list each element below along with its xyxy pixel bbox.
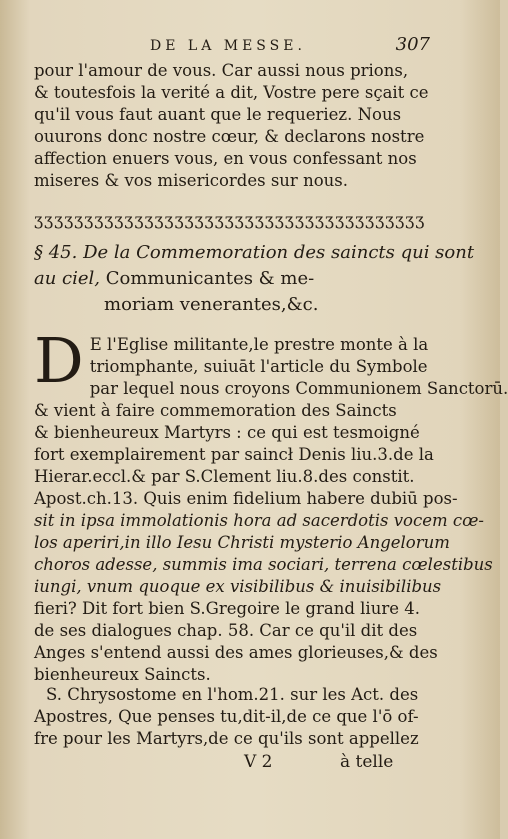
text-line: fieri? Dit fort bien S.Gregoire le grand liure 4. [34, 599, 420, 618]
text-line: E l'Eglise militante,le prestre monte à la [89, 335, 429, 354]
text-line: qu'il vous faut auant que le requeriez. Nous [34, 105, 402, 124]
running-header [150, 34, 430, 55]
latin-quote-line: choros adesse, summis ima sociari, terrena cœlestibus [34, 555, 493, 574]
text-line: bienheureux Saincts. [34, 665, 211, 684]
text-line: Hierar.eccl.& par S.Clement liu.8.des constit. [34, 467, 415, 486]
text-line: S. Chrysostome en l'hom.21. sur les Act. des [46, 685, 419, 704]
running-title: DE LA MESSE. [150, 38, 306, 54]
text-line: de ses dialogues chap. 58. Car ce qu'il dit des [34, 621, 418, 640]
latin-quote-line: los aperiri,in illo Iesu Christi mysterio Angelorum [34, 533, 450, 552]
latin-quote-line: iungi, vnum quoque ex visibilibus & inuisibilibus [34, 577, 442, 596]
section-heading [34, 240, 475, 318]
text-line: & vient à faire commemoration des Saincts [34, 401, 397, 420]
text-line: ouurons donc nostre cœur, & declarons nostre [34, 127, 425, 146]
ornamental-divider: ʒʒʒʒʒʒʒʒʒʒʒʒʒʒʒʒʒʒʒʒʒʒʒʒʒʒʒʒʒʒʒʒʒʒʒʒʒʒʒ [34, 210, 426, 229]
page-number: 307 [395, 34, 430, 55]
drop-capital: D [34, 324, 84, 397]
heading-line: § 45. De la Commemoration des saincts qui sont [34, 242, 475, 263]
text-line: affection enuers vous, en vous confessant nos [34, 149, 417, 168]
text-line: triomphante, suiuāt l'article du Symbole [89, 357, 428, 376]
heading-italic-part: au ciel, [34, 268, 101, 289]
text-line: & toutesfois la verité a dit, Vostre pere sçait ce [34, 83, 429, 102]
second-paragraph [34, 684, 419, 750]
heading-roman-part: Communicantes & me- [100, 268, 315, 289]
text-line: Apost.ch.13. Quis enim fidelium habere dubiū pos- [34, 489, 458, 508]
latin-quote-line: sit in ipsa immolationis hora ad sacerdotis vocem cœ- [34, 511, 485, 530]
text-line: fre pour les Martyrs,de ce qu'ils sont appellez [34, 729, 419, 748]
top-paragraph [34, 60, 429, 192]
signature-mark: V 2 [244, 752, 273, 772]
text-line: par lequel nous croyons Communionem Sanctorū. [89, 379, 508, 398]
catchword: à telle [340, 752, 394, 772]
text-line: Apostres, Que penses tu,dit-il,de ce que l'ō of- [34, 707, 419, 726]
main-paragraph [34, 324, 508, 686]
text-line: fort exemplairement par saincł Denis liu.3.de la [34, 445, 434, 464]
text-line: Anges s'entend aussi des ames glorieuses,& des [34, 643, 438, 662]
text-line: miseres & vos misericordes sur nous. [34, 171, 348, 190]
text-line: pour l'amour de vous. Car aussi nous prions, [34, 61, 409, 80]
text-line: & bienheureux Martyrs : ce qui est tesmoigné [34, 423, 420, 442]
heading-line: moriam venerantes,&c. [104, 294, 319, 315]
